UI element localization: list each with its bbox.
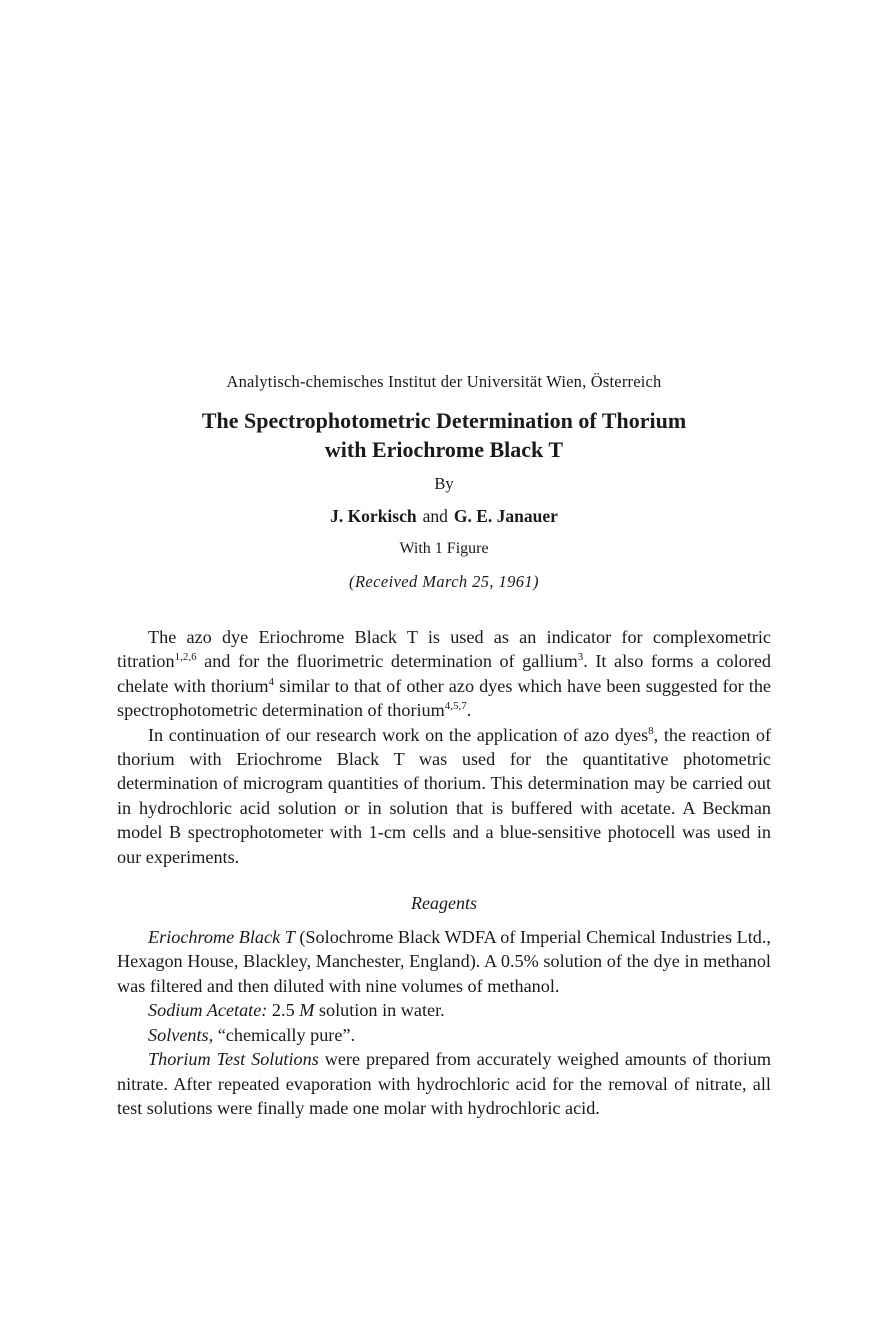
author-janauer: G. E. Janauer (453, 506, 558, 526)
citation-ref: 3 (577, 651, 584, 664)
continuation-paragraph: In continuation of our research work on the application of azo dyes$^8$, the reaction of thorium with Eriochrome Black T was used for the quantitative photometric determination of microgram quantities of thorium. This determination may be carried out in hydrochloric acid solution or in solution that is buffered with acetate. A Beckman model B spectrophotometer with 1-cm cells and a blue-sensitive photocell was used in our experiments. (117, 724, 772, 867)
reagents-heading: Reagents (411, 893, 477, 914)
received-date: (Received March 25, 1961) (349, 572, 539, 591)
author-conjunction: and (422, 506, 448, 526)
reagent-solvents: Solvents, “chemically pure”. (148, 1024, 356, 1045)
citation-ref: 4,5,7 (444, 700, 467, 713)
byline: By (434, 474, 454, 493)
authors (117, 506, 771, 530)
reagent-label: Solvents, (148, 1024, 214, 1045)
reagent-label: Eriochrome Black T (148, 927, 295, 948)
citation-ref: 4 (268, 675, 275, 688)
reagent-eriochrome: Eriochrome Black T (Solochrome Black WDFA of Imperial Chemical Industries Ltd., Hexagon House, Blackley, Manchester, England). A 0.5% solution of the dye in methanol was filtered and then diluted with nine volumes of methanol. (117, 927, 771, 996)
paper-page (117, 372, 771, 1120)
author-korkisch: J. Korkisch (330, 506, 417, 526)
reagent-sodium-acetate: Sodium Acetate: 2.5 M solution in water. (148, 1000, 445, 1021)
intro-paragraph: The azo dye Eriochrome Black T is used as an indicator for complexometric titration$^{1,2,6}$ and for the fluorimetric determination of gallium$^3$. It also forms a colored chelate with thorium$^4$ similar to that of other azo dyes which have been suggested for the spectrophotometric determination of thorium$^{4,5,7}$. (117, 627, 772, 721)
institute-affiliation: Analytisch-chemisches Institut der Universität Wien, Österreich (226, 372, 662, 391)
reagent-thorium-solutions: Thorium Test Solutions were prepared from accurately weighed amounts of thorium nitrate. After repeated evaporation with hydrochloric acid for the removal of nitrate, all test solutions were finally made one molar with hydrochloric acid. (117, 1049, 771, 1118)
paper-title (117, 406, 771, 464)
citation-ref: 1,2,6 (174, 651, 197, 664)
reagent-label: Thorium Test Solutions (148, 1049, 319, 1070)
molarity-unit: M (299, 1000, 315, 1021)
title-line-2: with Eriochrome Black T (324, 437, 564, 462)
reagent-label: Sodium Acetate: (148, 1000, 268, 1021)
title-line-1: The Spectrophotometric Determination of Thorium (201, 408, 687, 433)
citation-ref: 8 (648, 724, 654, 737)
figure-note: With 1 Figure (399, 540, 489, 557)
